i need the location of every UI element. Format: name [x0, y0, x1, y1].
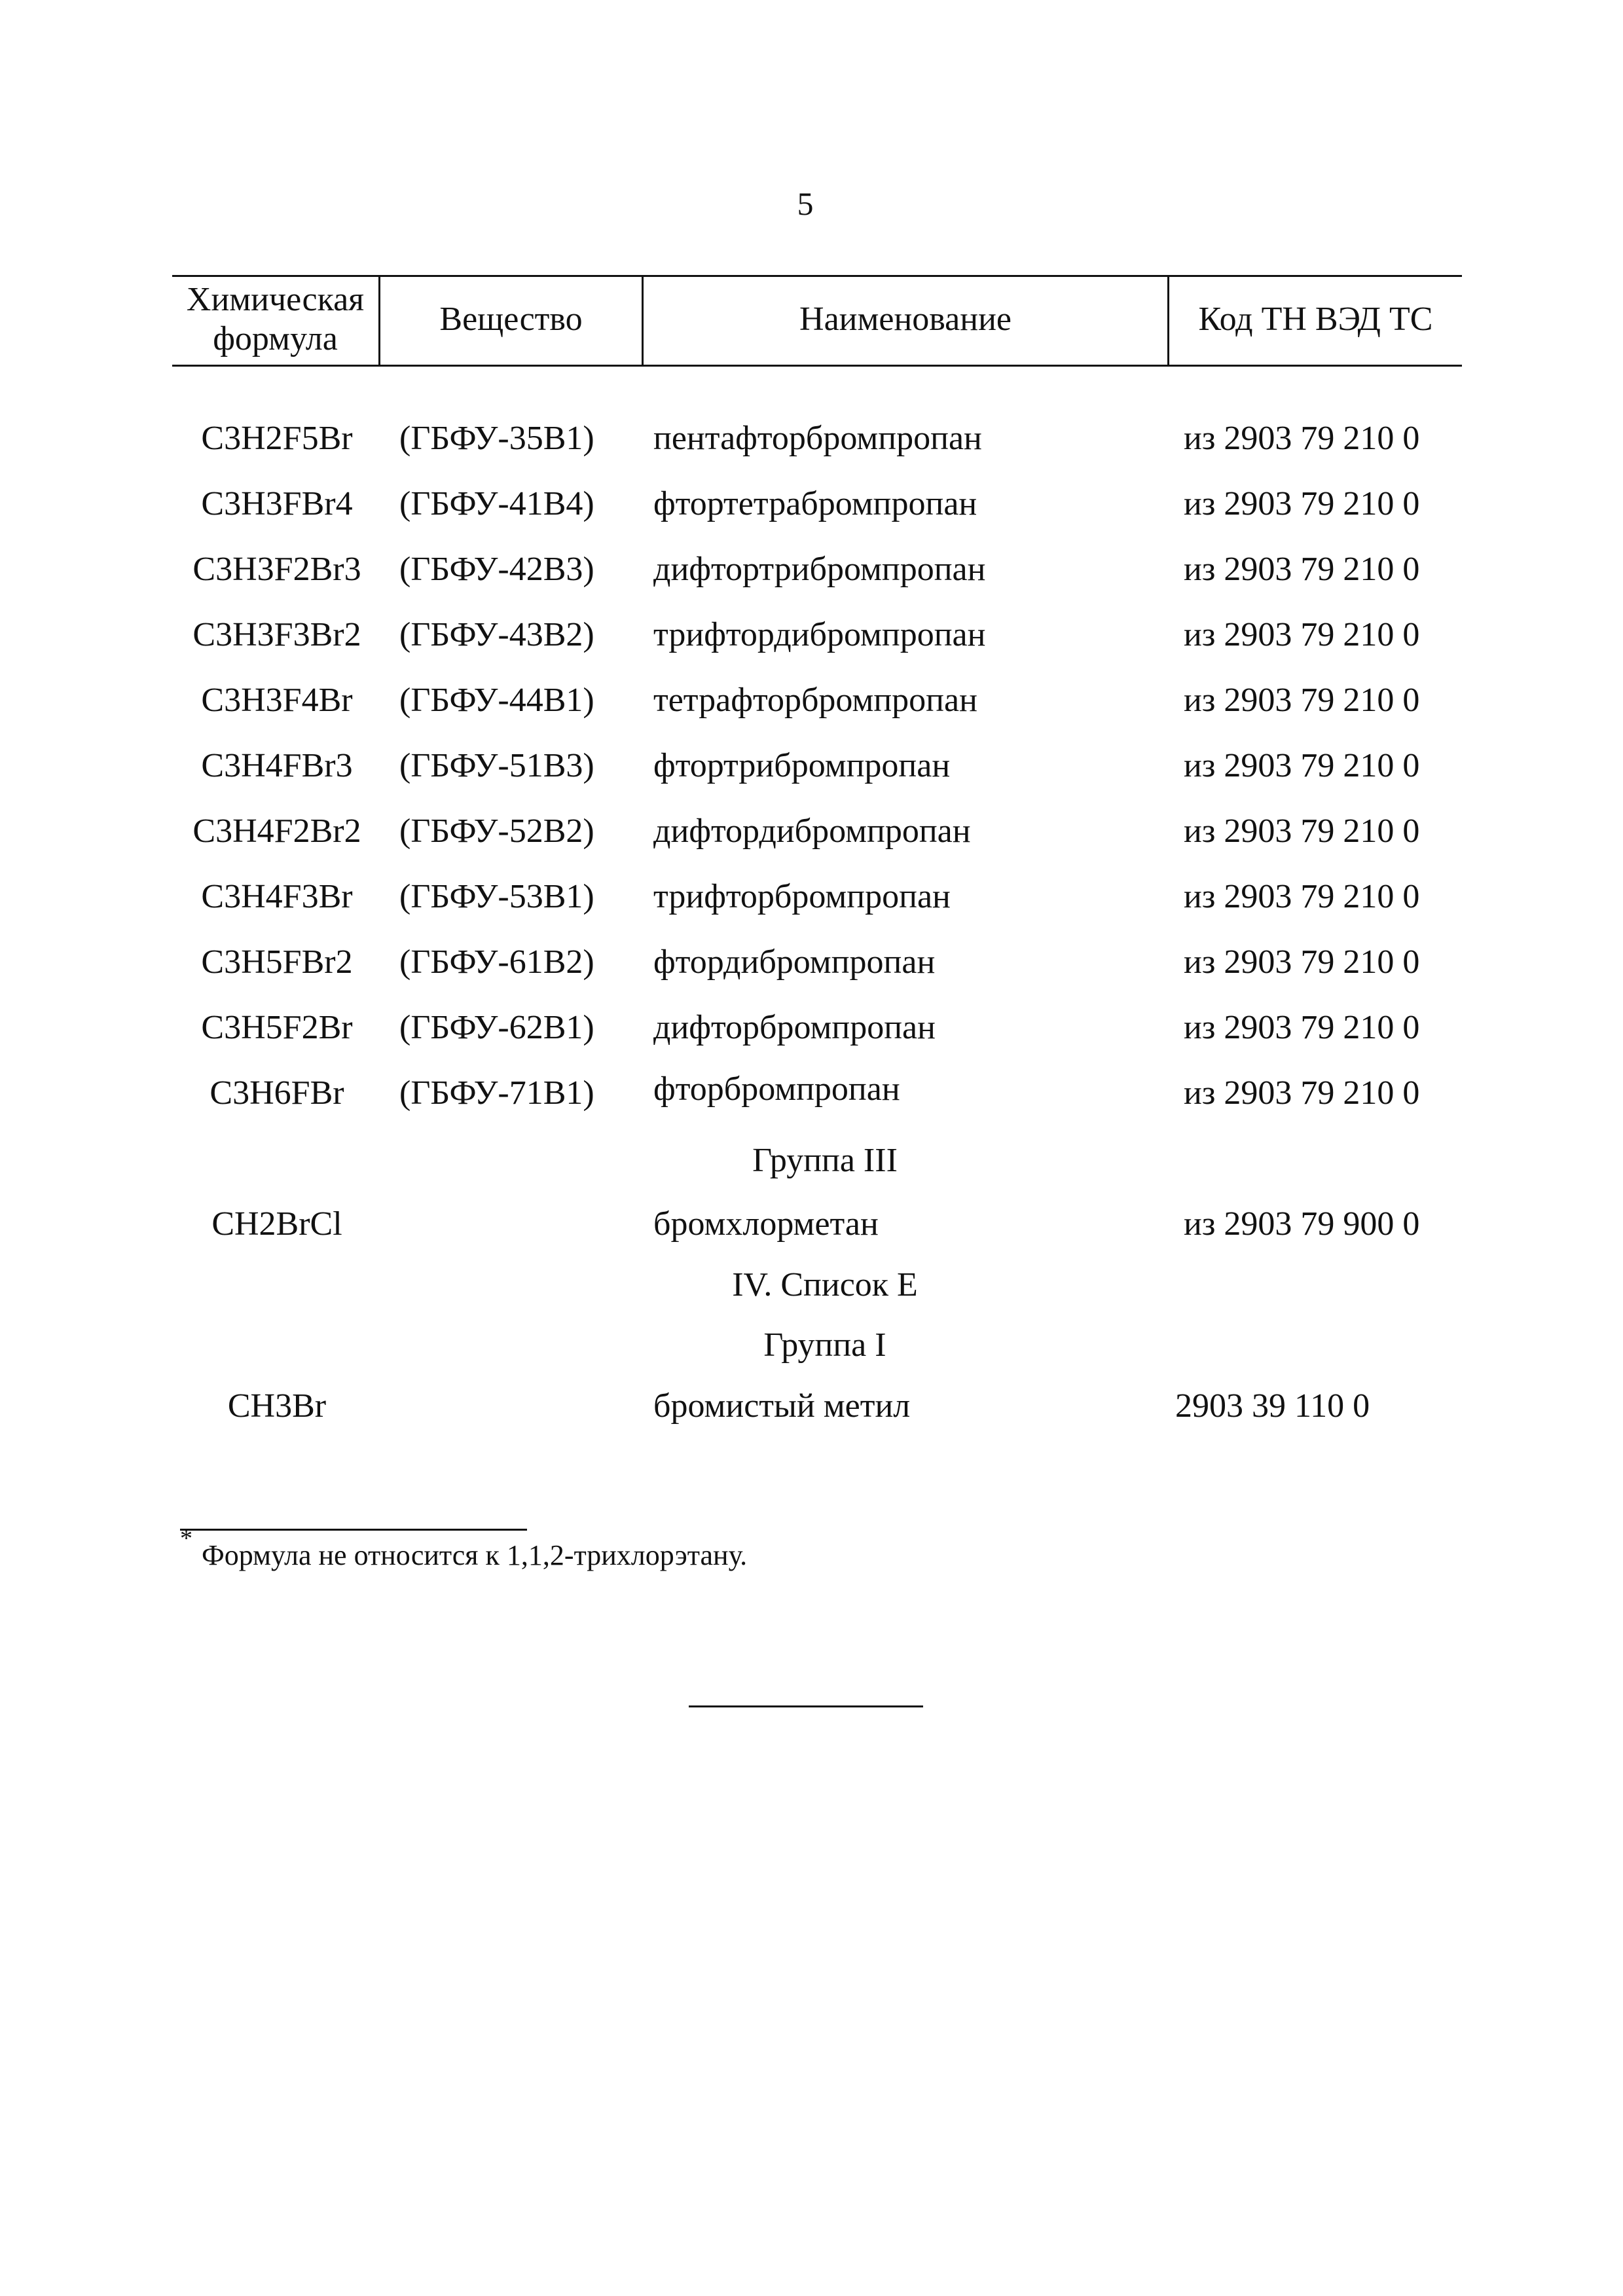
header-formula	[172, 280, 378, 359]
cell-code: из 2903 79 210 0	[1184, 812, 1420, 850]
cell-name: дифторбромпропан	[653, 1009, 936, 1046]
header-substance: Вещество	[439, 301, 583, 338]
table-row	[0, 419, 1623, 471]
cell-name: дифтортрибромпропан	[653, 551, 986, 588]
cell-substance: (ГБФУ-62В1)	[399, 1009, 594, 1046]
cell-name: бромхлорметан	[653, 1205, 879, 1243]
header-code: Код ТН ВЭД ТС	[1198, 301, 1433, 338]
list-title: IV. Список Е	[732, 1266, 918, 1303]
cell-name: пентафторбромпропан	[653, 420, 982, 457]
table-row	[0, 1387, 1623, 1439]
table-row	[0, 746, 1623, 799]
cell-formula: C3H3F4Br	[201, 682, 353, 719]
table-row	[0, 1070, 1623, 1126]
header-name: Наименование	[799, 301, 1012, 338]
table-row	[0, 484, 1623, 537]
cell-code: из 2903 79 210 0	[1184, 943, 1420, 981]
cell-formula: C3H5FBr2	[201, 943, 353, 981]
cell-code: из 2903 79 210 0	[1184, 485, 1420, 522]
end-rule	[689, 1705, 923, 1707]
cell-substance: (ГБФУ-53В1)	[399, 878, 594, 915]
table-row	[0, 1205, 1623, 1257]
cell-code: 2903 39 110 0	[1175, 1387, 1370, 1425]
cell-substance: (ГБФУ-71В1)	[399, 1074, 594, 1112]
cell-name: фторбромпропан	[653, 1070, 900, 1108]
table-row	[0, 550, 1623, 602]
cell-code: из 2903 79 210 0	[1184, 747, 1420, 784]
table-row	[0, 681, 1623, 733]
cell-name: фтордибромпропан	[653, 943, 936, 981]
cell-formula: C3H2F5Br	[201, 420, 353, 457]
cell-code: из 2903 79 900 0	[1184, 1205, 1420, 1243]
group-title: Группа I	[763, 1326, 886, 1364]
table-row	[0, 812, 1623, 864]
cell-substance: (ГБФУ-51В3)	[399, 747, 594, 784]
cell-substance: (ГБФУ-52В2)	[399, 812, 594, 850]
cell-formula: C3H4F2Br2	[192, 812, 361, 850]
cell-substance: (ГБФУ-35В1)	[399, 420, 594, 457]
cell-substance: (ГБФУ-42В3)	[399, 551, 594, 588]
cell-formula: CH2BrCl	[211, 1205, 342, 1243]
cell-formula: CH3Br	[227, 1387, 327, 1425]
footnote-rule	[180, 1529, 527, 1531]
table-row	[0, 1008, 1623, 1061]
cell-name: фтортетрабромпропан	[653, 485, 977, 522]
cell-code: из 2903 79 210 0	[1184, 616, 1420, 653]
cell-code: из 2903 79 210 0	[1184, 878, 1420, 915]
cell-substance: (ГБФУ-61В2)	[399, 943, 594, 981]
cell-code: из 2903 79 210 0	[1184, 551, 1420, 588]
cell-name: трифторбромпропан	[653, 878, 951, 915]
cell-code: из 2903 79 210 0	[1184, 1074, 1420, 1112]
cell-code: из 2903 79 210 0	[1184, 1009, 1420, 1046]
cell-name: тетрафторбромпропан	[653, 682, 977, 719]
table-header-bottom-rule	[172, 365, 1462, 367]
table-row	[0, 943, 1623, 995]
page-number: 5	[797, 185, 814, 222]
cell-name: бромистый метил	[653, 1387, 911, 1425]
cell-name: фтортрибромпропан	[653, 747, 951, 784]
group-title: Группа III	[752, 1142, 898, 1179]
cell-substance: (ГБФУ-44В1)	[399, 682, 594, 719]
cell-substance: (ГБФУ-43В2)	[399, 616, 594, 653]
cell-formula: C3H3F2Br3	[192, 551, 361, 588]
cell-formula: C3H3FBr4	[201, 485, 353, 522]
table-row	[0, 877, 1623, 930]
cell-formula: C3H6FBr	[210, 1074, 344, 1112]
cell-substance: (ГБФУ-41В4)	[399, 485, 594, 522]
cell-code: из 2903 79 210 0	[1184, 682, 1420, 719]
cell-name: трифтордибромпропан	[653, 616, 986, 653]
footnote-text: Формула не относится к 1,1,2-трихлорэтану.	[202, 1539, 748, 1571]
footnote-marker: *	[180, 1525, 192, 1552]
cell-formula: C3H3F3Br2	[192, 616, 361, 653]
cell-name: дифтордибромпропан	[653, 812, 971, 850]
header-formula-line1: Химическая	[186, 281, 365, 318]
header-formula-line2: формула	[213, 320, 338, 357]
table-row	[0, 615, 1623, 668]
cell-formula: C3H4FBr3	[201, 747, 353, 784]
cell-formula: C3H5F2Br	[201, 1009, 353, 1046]
table-header-top-rule	[172, 275, 1462, 277]
cell-code: из 2903 79 210 0	[1184, 420, 1420, 457]
cell-formula: C3H4F3Br	[201, 878, 353, 915]
